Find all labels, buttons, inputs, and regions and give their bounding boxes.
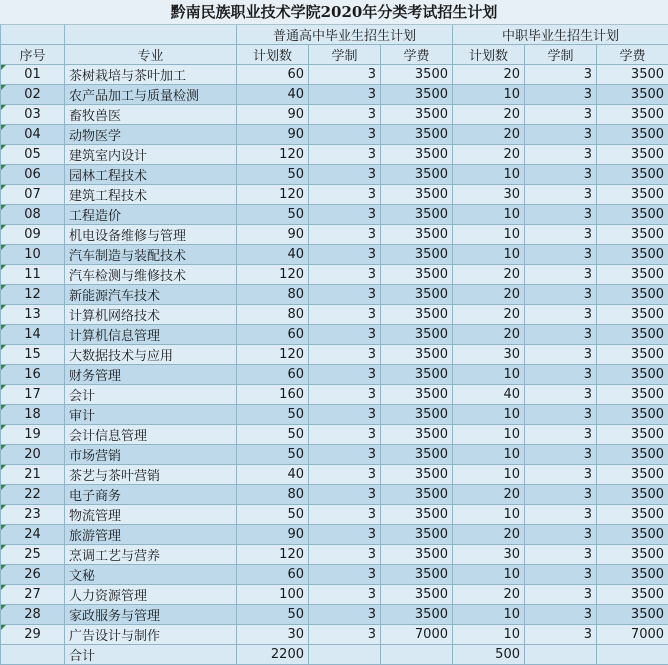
regular-years: 3 [309,365,381,385]
column-header: 序号 [1,45,65,65]
regular-years: 3 [309,105,381,125]
empty-cell [597,645,668,665]
regular-fee: 3500 [381,65,453,85]
regular-fee: 3500 [381,145,453,165]
vocational-plan: 10 [453,465,525,485]
vocational-years: 3 [525,505,597,525]
regular-fee: 3500 [381,265,453,285]
row-index: 08 [1,205,65,225]
regular-plan: 120 [237,265,309,285]
major-name: 电子商务 [65,485,237,505]
vocational-fee: 3500 [597,365,668,385]
vocational-plan: 10 [453,205,525,225]
regular-fee: 3500 [381,365,453,385]
regular-years: 3 [309,565,381,585]
vocational-fee: 3500 [597,145,668,165]
vocational-plan: 10 [453,565,525,585]
major-name: 会计 [65,385,237,405]
regular-fee: 3500 [381,605,453,625]
vocational-years: 3 [525,125,597,145]
vocational-years: 3 [525,565,597,585]
vocational-plan: 10 [453,225,525,245]
vocational-years: 3 [525,285,597,305]
vocational-plan: 30 [453,545,525,565]
regular-fee: 3500 [381,525,453,545]
empty-cell [1,25,65,45]
major-name: 计算机信息管理 [65,325,237,345]
vocational-years: 3 [525,405,597,425]
page-title: 黔南民族职业技术学院2020年分类考试招生计划 [0,0,668,25]
regular-years: 3 [309,325,381,345]
regular-fee: 3500 [381,85,453,105]
regular-years: 3 [309,125,381,145]
row-index: 07 [1,185,65,205]
regular-plan: 120 [237,545,309,565]
table-row [1,465,668,485]
vocational-years: 3 [525,185,597,205]
regular-plan: 50 [237,205,309,225]
table-row [1,225,668,245]
regular-fee: 3500 [381,465,453,485]
vocational-plan: 10 [453,505,525,525]
major-name: 汽车检测与维修技术 [65,265,237,285]
regular-years: 3 [309,545,381,565]
regular-fee: 3500 [381,285,453,305]
row-index: 13 [1,305,65,325]
vocational-years: 3 [525,65,597,85]
row-index: 14 [1,325,65,345]
vocational-fee: 3500 [597,125,668,145]
vocational-fee: 3500 [597,225,668,245]
regular-plan: 90 [237,525,309,545]
row-index: 03 [1,105,65,125]
regular-fee: 3500 [381,245,453,265]
table-row [1,365,668,385]
regular-years: 3 [309,505,381,525]
regular-plan: 40 [237,245,309,265]
vocational-years: 3 [525,605,597,625]
regular-fee: 3500 [381,485,453,505]
empty-cell [525,645,597,665]
vocational-years: 3 [525,265,597,285]
table-row [1,245,668,265]
table-row [1,405,668,425]
vocational-years: 3 [525,585,597,605]
regular-fee: 3500 [381,585,453,605]
regular-plan: 80 [237,305,309,325]
regular-plan: 60 [237,65,309,85]
major-name: 茶树栽培与茶叶加工 [65,65,237,85]
row-index: 05 [1,145,65,165]
regular-fee: 3500 [381,305,453,325]
group-header-row [1,25,668,45]
empty-cell [1,645,65,665]
row-index: 16 [1,365,65,385]
vocational-plan: 20 [453,585,525,605]
table-row [1,305,668,325]
vocational-plan: 20 [453,525,525,545]
regular-years: 3 [309,345,381,365]
table-row [1,425,668,445]
row-index: 20 [1,445,65,465]
major-name: 建筑工程技术 [65,185,237,205]
regular-fee: 3500 [381,405,453,425]
vocational-plan: 10 [453,365,525,385]
total-vocational: 500 [453,645,525,665]
vocational-plan: 10 [453,625,525,645]
table-row [1,325,668,345]
regular-plan: 80 [237,485,309,505]
regular-plan: 120 [237,145,309,165]
regular-plan: 50 [237,445,309,465]
regular-fee: 3500 [381,505,453,525]
table-row [1,625,668,645]
regular-fee: 3500 [381,325,453,345]
column-header: 计划数 [237,45,309,65]
vocational-plan: 10 [453,165,525,185]
regular-years: 3 [309,485,381,505]
regular-plan: 120 [237,345,309,365]
table-row [1,165,668,185]
regular-fee: 3500 [381,545,453,565]
row-index: 01 [1,65,65,85]
vocational-fee: 3500 [597,605,668,625]
row-index: 12 [1,285,65,305]
total-regular: 2200 [237,645,309,665]
vocational-fee: 3500 [597,185,668,205]
major-name: 新能源汽车技术 [65,285,237,305]
vocational-fee: 3500 [597,265,668,285]
major-name: 文秘 [65,565,237,585]
major-name: 财务管理 [65,365,237,385]
vocational-fee: 3500 [597,445,668,465]
vocational-plan: 20 [453,265,525,285]
vocational-years: 3 [525,465,597,485]
vocational-years: 3 [525,105,597,125]
table-row [1,345,668,365]
column-header-row [1,45,668,65]
row-index: 26 [1,565,65,585]
table-row [1,605,668,625]
row-index: 15 [1,345,65,365]
vocational-years: 3 [525,305,597,325]
regular-fee: 3500 [381,225,453,245]
regular-plan: 60 [237,365,309,385]
regular-years: 3 [309,585,381,605]
column-header: 计划数 [453,45,525,65]
table-row [1,445,668,465]
major-name: 建筑室内设计 [65,145,237,165]
vocational-fee: 3500 [597,325,668,345]
regular-plan: 50 [237,605,309,625]
regular-plan: 90 [237,105,309,125]
vocational-years: 3 [525,625,597,645]
regular-years: 3 [309,185,381,205]
regular-fee: 3500 [381,445,453,465]
major-name: 计算机网络技术 [65,305,237,325]
row-index: 09 [1,225,65,245]
vocational-plan: 10 [453,605,525,625]
row-index: 10 [1,245,65,265]
vocational-years: 3 [525,385,597,405]
regular-years: 3 [309,625,381,645]
vocational-plan: 20 [453,125,525,145]
row-index: 02 [1,85,65,105]
row-index: 22 [1,485,65,505]
regular-years: 3 [309,605,381,625]
vocational-years: 3 [525,485,597,505]
table-row [1,385,668,405]
table-row [1,565,668,585]
vocational-fee: 3500 [597,545,668,565]
regular-years: 3 [309,265,381,285]
major-name: 物流管理 [65,505,237,525]
row-index: 18 [1,405,65,425]
vocational-years: 3 [525,205,597,225]
column-header: 学制 [309,45,381,65]
vocational-fee: 3500 [597,505,668,525]
major-name: 汽车制造与装配技术 [65,245,237,265]
regular-years: 3 [309,405,381,425]
row-index: 17 [1,385,65,405]
major-name: 畜牧兽医 [65,105,237,125]
regular-fee: 7000 [381,625,453,645]
column-header: 学费 [597,45,668,65]
vocational-years: 3 [525,525,597,545]
vocational-fee: 3500 [597,305,668,325]
row-index: 21 [1,465,65,485]
empty-cell [309,645,381,665]
vocational-fee: 3500 [597,105,668,125]
row-index: 19 [1,425,65,445]
row-index: 06 [1,165,65,185]
regular-plan: 120 [237,185,309,205]
table-row [1,545,668,565]
vocational-plan: 10 [453,445,525,465]
major-name: 人力资源管理 [65,585,237,605]
major-name: 家政服务与管理 [65,605,237,625]
table-row [1,525,668,545]
vocational-plan: 10 [453,85,525,105]
table-row [1,265,668,285]
regular-years: 3 [309,425,381,445]
regular-plan: 60 [237,325,309,345]
regular-years: 3 [309,205,381,225]
major-name: 大数据技术与应用 [65,345,237,365]
regular-fee: 3500 [381,345,453,365]
major-name: 工程造价 [65,205,237,225]
vocational-years: 3 [525,445,597,465]
vocational-fee: 3500 [597,245,668,265]
vocational-years: 3 [525,85,597,105]
regular-years: 3 [309,465,381,485]
regular-years: 3 [309,245,381,265]
vocational-fee: 3500 [597,385,668,405]
regular-plan: 40 [237,465,309,485]
regular-years: 3 [309,385,381,405]
vocational-fee: 3500 [597,425,668,445]
regular-plan: 90 [237,225,309,245]
row-index: 28 [1,605,65,625]
major-name: 市场营销 [65,445,237,465]
enrollment-plan-table [0,25,668,665]
total-row [1,645,668,665]
regular-plan: 50 [237,165,309,185]
column-header: 学费 [381,45,453,65]
vocational-plan: 10 [453,405,525,425]
table-row [1,185,668,205]
major-name: 机电设备维修与管理 [65,225,237,245]
vocational-fee: 3500 [597,165,668,185]
major-name: 旅游管理 [65,525,237,545]
table-row [1,145,668,165]
vocational-years: 3 [525,245,597,265]
regular-years: 3 [309,285,381,305]
regular-years: 3 [309,525,381,545]
row-index: 27 [1,585,65,605]
row-index: 04 [1,125,65,145]
table-row [1,205,668,225]
vocational-years: 3 [525,325,597,345]
vocational-fee: 3500 [597,205,668,225]
vocational-fee: 3500 [597,585,668,605]
vocational-years: 3 [525,545,597,565]
major-name: 烹调工艺与营养 [65,545,237,565]
regular-fee: 3500 [381,205,453,225]
vocational-years: 3 [525,365,597,385]
row-index: 23 [1,505,65,525]
vocational-fee: 3500 [597,285,668,305]
regular-years: 3 [309,85,381,105]
regular-plan: 50 [237,505,309,525]
vocational-plan: 20 [453,145,525,165]
major-name: 茶艺与茶叶营销 [65,465,237,485]
table-row [1,585,668,605]
total-label: 合计 [65,645,237,665]
regular-fee: 3500 [381,425,453,445]
table-row [1,285,668,305]
regular-plan: 50 [237,405,309,425]
vocational-fee: 3500 [597,65,668,85]
regular-plan: 60 [237,565,309,585]
column-header: 学制 [525,45,597,65]
vocational-fee: 3500 [597,345,668,365]
vocational-fee: 3500 [597,565,668,585]
empty-cell [65,25,237,45]
vocational-plan: 20 [453,325,525,345]
vocational-fee: 7000 [597,625,668,645]
table-row [1,505,668,525]
major-name: 广告设计与制作 [65,625,237,645]
regular-fee: 3500 [381,165,453,185]
group-vocational: 中职毕业生招生计划 [453,25,668,45]
vocational-plan: 20 [453,485,525,505]
regular-plan: 40 [237,85,309,105]
table-row [1,65,668,85]
vocational-plan: 20 [453,105,525,125]
row-index: 24 [1,525,65,545]
row-index: 25 [1,545,65,565]
vocational-plan: 10 [453,425,525,445]
major-name: 审计 [65,405,237,425]
regular-plan: 160 [237,385,309,405]
regular-years: 3 [309,225,381,245]
vocational-years: 3 [525,225,597,245]
vocational-years: 3 [525,345,597,365]
major-name: 农产品加工与质量检测 [65,85,237,105]
regular-years: 3 [309,165,381,185]
regular-fee: 3500 [381,385,453,405]
major-name: 园林工程技术 [65,165,237,185]
vocational-fee: 3500 [597,485,668,505]
major-name: 会计信息管理 [65,425,237,445]
regular-years: 3 [309,65,381,85]
regular-plan: 100 [237,585,309,605]
vocational-fee: 3500 [597,525,668,545]
row-index: 29 [1,625,65,645]
major-name: 动物医学 [65,125,237,145]
regular-plan: 90 [237,125,309,145]
vocational-plan: 20 [453,305,525,325]
column-header: 专业 [65,45,237,65]
regular-fee: 3500 [381,125,453,145]
regular-plan: 30 [237,625,309,645]
empty-cell [381,645,453,665]
vocational-years: 3 [525,165,597,185]
vocational-fee: 3500 [597,85,668,105]
vocational-plan: 10 [453,245,525,265]
table-row [1,125,668,145]
table-row [1,105,668,125]
vocational-fee: 3500 [597,465,668,485]
vocational-plan: 20 [453,65,525,85]
regular-plan: 50 [237,425,309,445]
table-body [1,65,668,645]
table-row [1,85,668,105]
regular-fee: 3500 [381,565,453,585]
regular-fee: 3500 [381,105,453,125]
table-row [1,485,668,505]
regular-plan: 80 [237,285,309,305]
regular-years: 3 [309,445,381,465]
regular-fee: 3500 [381,185,453,205]
vocational-plan: 40 [453,385,525,405]
vocational-plan: 30 [453,345,525,365]
vocational-years: 3 [525,145,597,165]
vocational-plan: 20 [453,285,525,305]
vocational-fee: 3500 [597,405,668,425]
row-index: 11 [1,265,65,285]
vocational-plan: 30 [453,185,525,205]
vocational-years: 3 [525,425,597,445]
group-regular-highschool: 普通高中毕业生招生计划 [237,25,453,45]
regular-years: 3 [309,305,381,325]
regular-years: 3 [309,145,381,165]
